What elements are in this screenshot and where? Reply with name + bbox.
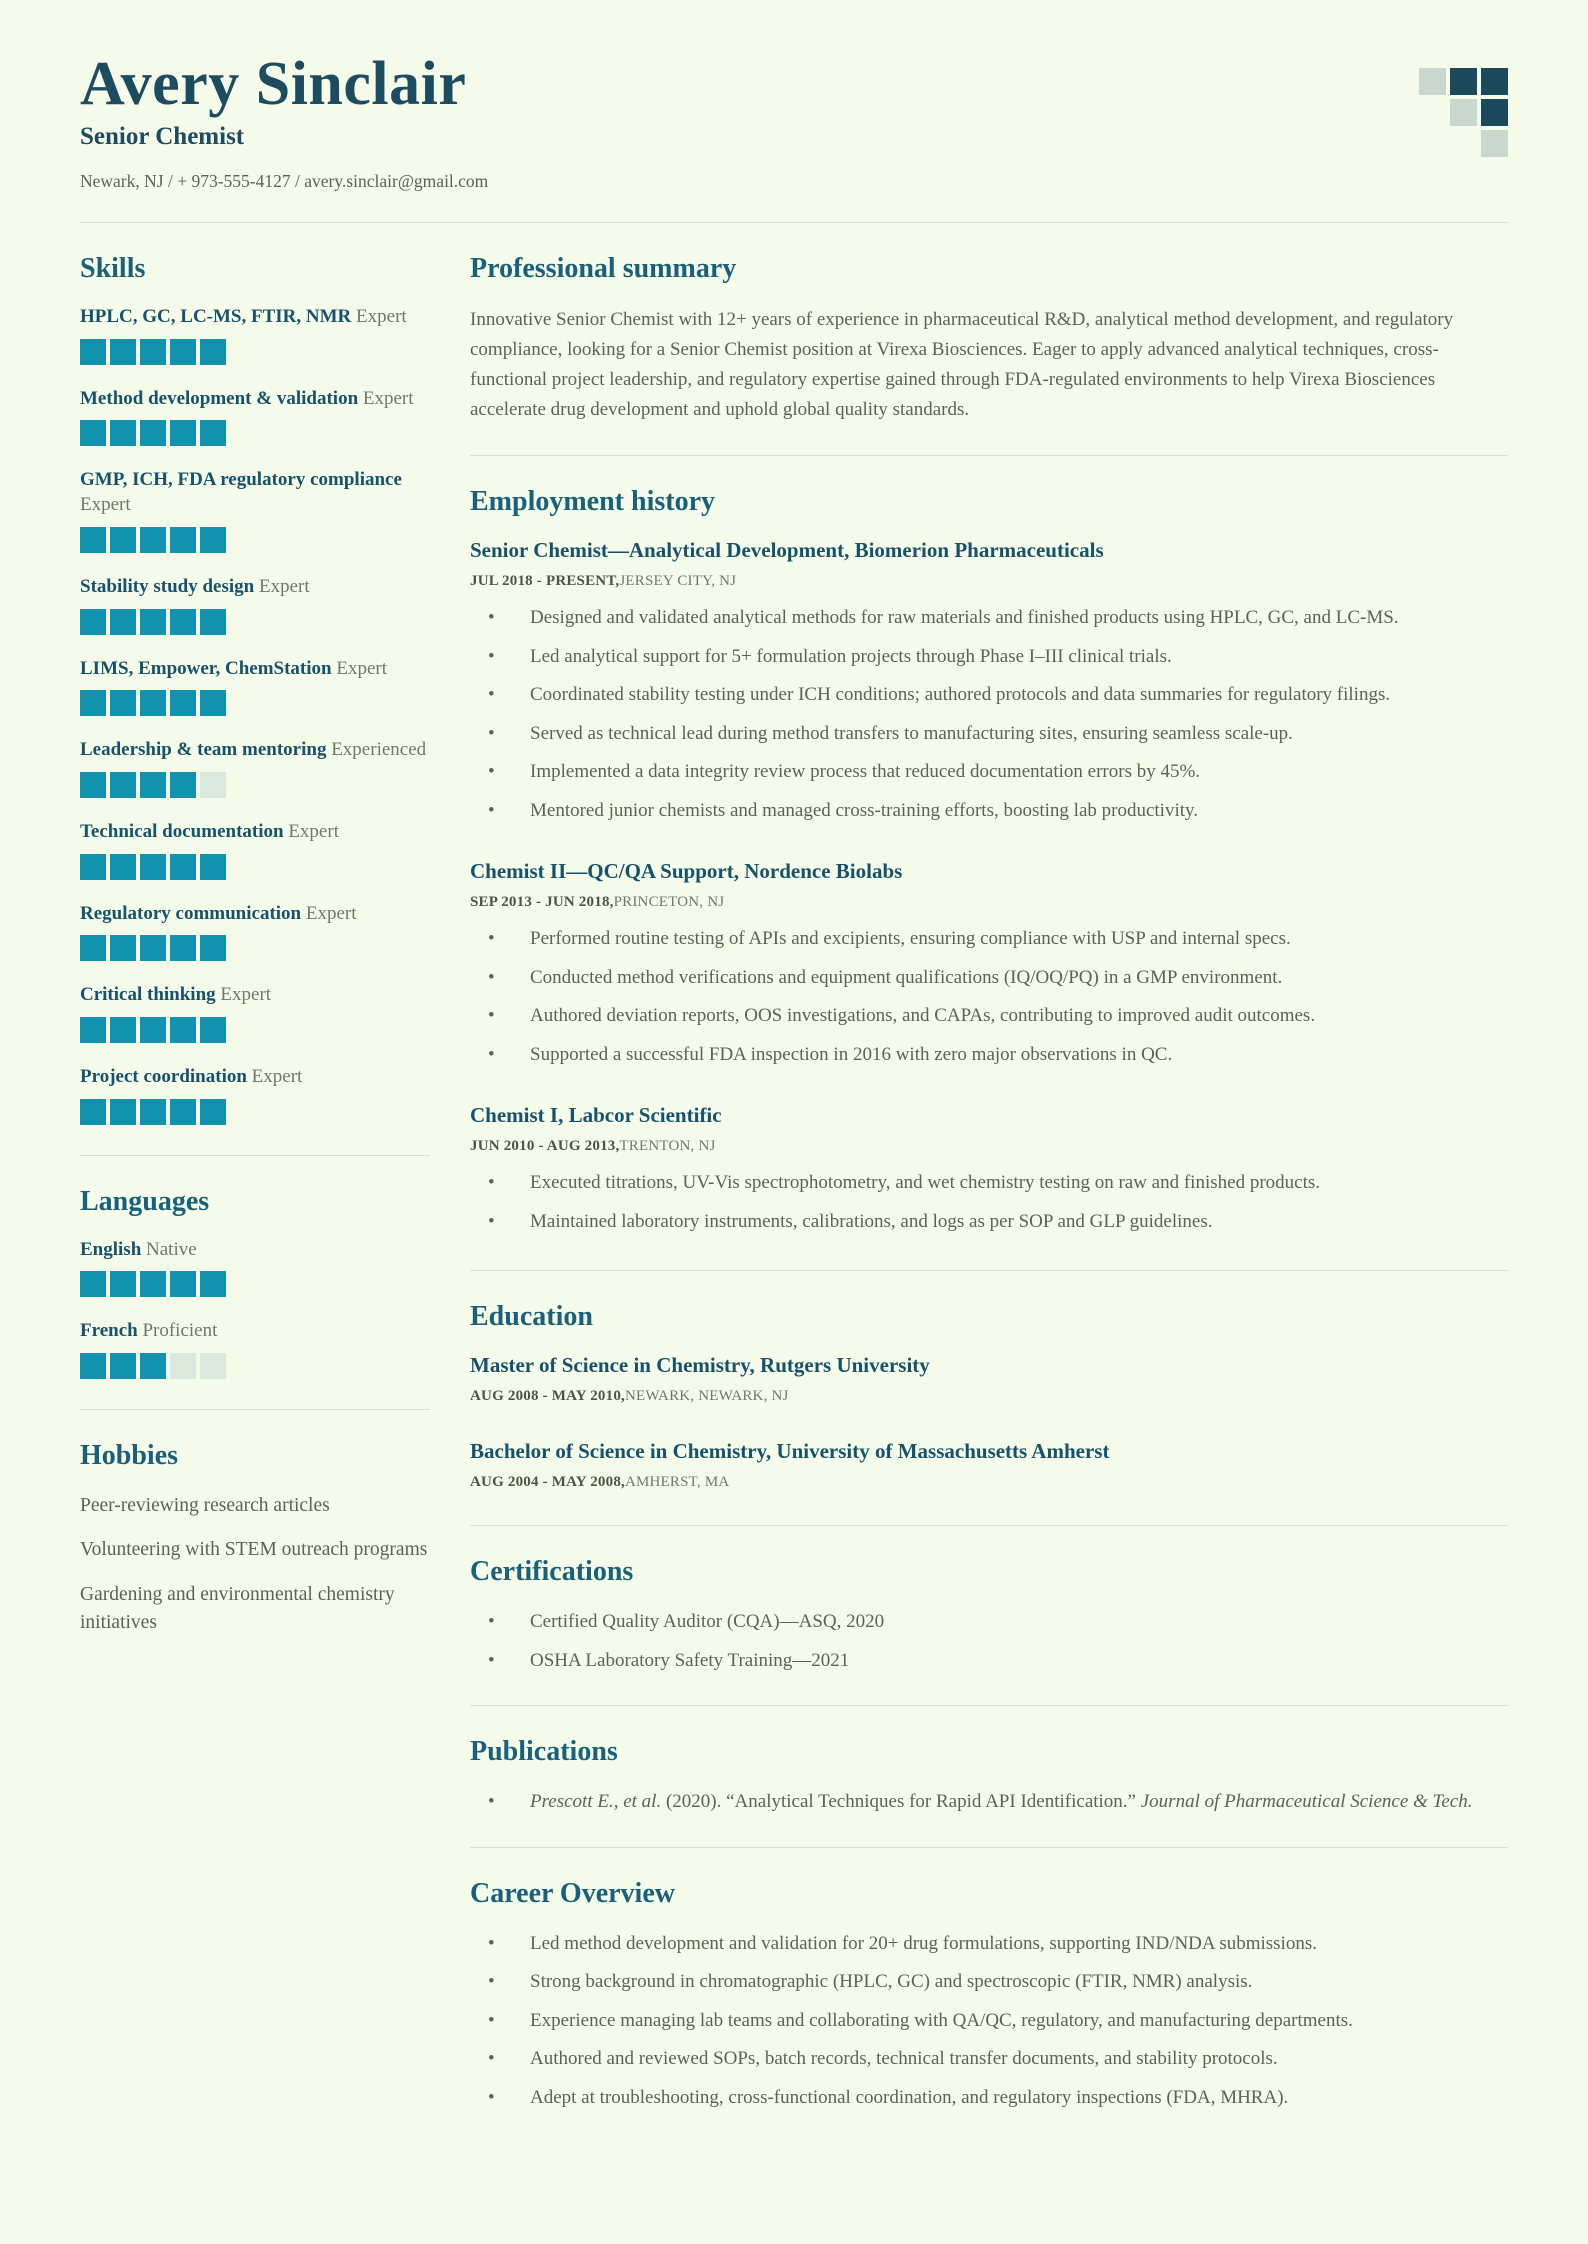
languages-list bbox=[80, 1238, 430, 1379]
publication-body: (2020). “Analytical Techniques for Rapid API Identification.” bbox=[661, 1791, 1141, 1813]
job-bullet: • Mentored junior chemists and managed cross-training efforts, boosting lab productivity. bbox=[470, 797, 1508, 826]
hobbies-list bbox=[80, 1492, 430, 1637]
skill-square-filled bbox=[170, 1271, 196, 1297]
skill-level: Expert bbox=[258, 575, 310, 597]
skill-name: LIMS, Empower, ChemStation bbox=[80, 657, 332, 679]
skill-item bbox=[80, 902, 430, 962]
skill-square-filled bbox=[170, 772, 196, 798]
logo-cell bbox=[1481, 68, 1508, 95]
skill-label bbox=[80, 387, 430, 412]
job-dates-line bbox=[470, 894, 1508, 911]
skill-square-filled bbox=[140, 1099, 166, 1125]
skill-item bbox=[80, 468, 430, 552]
skill-level-bar bbox=[80, 420, 430, 446]
language-level-bar bbox=[80, 1271, 430, 1297]
skill-level: Expert bbox=[80, 494, 131, 516]
hobby-item: Volunteering with STEM outreach programs bbox=[80, 1539, 428, 1561]
job-title: Senior Chemist—Analytical Development, Biomerion Pharmaceuticals bbox=[470, 538, 1104, 563]
language-name: English bbox=[80, 1238, 142, 1260]
publications-list bbox=[470, 1788, 1508, 1817]
skills-list bbox=[80, 305, 430, 1125]
skill-square-filled bbox=[110, 935, 136, 961]
logo-cell bbox=[1450, 130, 1477, 157]
degree-location: NEWARK, NEWARK, NJ bbox=[624, 1388, 789, 1405]
skill-square-filled bbox=[110, 772, 136, 798]
skill-name: Technical documentation bbox=[80, 820, 284, 842]
skill-square-filled bbox=[80, 1271, 106, 1297]
skill-name: Leadership & team mentoring bbox=[80, 739, 327, 761]
skill-square-filled bbox=[140, 1271, 166, 1297]
skill-square-filled bbox=[80, 935, 106, 961]
job-entry bbox=[470, 1103, 1508, 1236]
skill-level: Expert bbox=[220, 984, 272, 1006]
skill-square-filled bbox=[80, 420, 106, 446]
skill-square-filled bbox=[140, 1017, 166, 1043]
language-item bbox=[80, 1238, 430, 1298]
language-level: Native bbox=[146, 1238, 197, 1260]
person-job-title: Senior Chemist bbox=[80, 123, 245, 151]
publication-authors: Prescott E., et al. bbox=[530, 1791, 662, 1813]
skill-label bbox=[80, 575, 430, 600]
summary-text: Innovative Senior Chemist with 12+ years of experience in pharmaceutical R&D, analytical method development, and regulatory compliance, looking for a Senior Chemist position at Virexa Biosciences. Eager to apply advanced analytical techniques, cross-functional project leadership, and regulatory expertise gained through FDA-regulated environments to help Virexa Biosciences accelerate drug development and uphold global quality standards. bbox=[470, 309, 1454, 421]
skill-item bbox=[80, 387, 430, 447]
job-dates-line bbox=[470, 573, 1508, 590]
language-level: Proficient bbox=[142, 1320, 218, 1342]
skill-square-filled bbox=[140, 690, 166, 716]
certifications-section bbox=[470, 1556, 1508, 1675]
skill-name: Regulatory communication bbox=[80, 902, 302, 924]
career-bullet: • Adept at troubleshooting, cross-functional coordination, and regulatory inspections (FDA, MHRA). bbox=[470, 2084, 1508, 2113]
sidebar-divider bbox=[80, 1155, 430, 1156]
skill-item bbox=[80, 983, 430, 1043]
job-bullet: • Designed and validated analytical methods for raw materials and finished products using HPLC, GC, and LC-MS. bbox=[470, 604, 1508, 633]
skill-square-filled bbox=[110, 1099, 136, 1125]
skill-square-filled bbox=[80, 609, 106, 635]
skill-item bbox=[80, 305, 430, 365]
job-bullet: • Maintained laboratory instruments, calibrations, and logs as per SOP and GLP guidelines. bbox=[470, 1208, 1508, 1237]
skill-square-filled bbox=[200, 1271, 226, 1297]
sidebar bbox=[80, 223, 430, 2122]
skill-square-filled bbox=[80, 772, 106, 798]
skill-square-filled bbox=[140, 854, 166, 880]
skill-level-bar bbox=[80, 690, 430, 716]
skill-item bbox=[80, 575, 430, 635]
skill-square-filled bbox=[200, 854, 226, 880]
skill-label bbox=[80, 738, 430, 763]
job-location: TRENTON, NJ bbox=[619, 1138, 716, 1155]
hobbies-section bbox=[80, 1440, 430, 1637]
sidebar-divider bbox=[80, 1409, 430, 1410]
summary-section bbox=[470, 253, 1508, 425]
skill-level: Expert bbox=[305, 902, 357, 924]
job-location: PRINCETON, NJ bbox=[613, 894, 725, 911]
skill-square-filled bbox=[170, 1017, 196, 1043]
skills-section bbox=[80, 253, 430, 1125]
skill-square-filled bbox=[140, 420, 166, 446]
skill-square-filled bbox=[170, 609, 196, 635]
skill-square-filled bbox=[110, 1353, 136, 1379]
job-dates-line bbox=[470, 1138, 1508, 1155]
logo-cell bbox=[1450, 68, 1477, 95]
skill-level-bar bbox=[80, 339, 430, 365]
skill-level-bar bbox=[80, 854, 430, 880]
degree-dates-line bbox=[470, 1388, 1508, 1405]
career-overview-heading: Career Overview bbox=[470, 1877, 675, 1909]
skill-level-bar bbox=[80, 935, 430, 961]
skill-square-filled bbox=[170, 854, 196, 880]
job-bullets bbox=[470, 925, 1508, 1069]
job-dates: SEP 2013 - JUN 2018, bbox=[470, 894, 614, 911]
job-location: JERSEY CITY, NJ bbox=[619, 573, 737, 590]
skill-square-empty bbox=[200, 772, 226, 798]
header bbox=[80, 52, 1508, 192]
hobby-item: Gardening and environmental chemistry initiatives bbox=[80, 1583, 395, 1633]
degree-title: Bachelor of Science in Chemistry, University of Massachusetts Amherst bbox=[470, 1439, 1110, 1464]
degree-title: Master of Science in Chemistry, Rutgers University bbox=[470, 1353, 930, 1378]
skill-level-bar bbox=[80, 527, 430, 553]
skill-square-filled bbox=[80, 1099, 106, 1125]
skill-square-filled bbox=[200, 609, 226, 635]
logo-cell bbox=[1450, 99, 1477, 126]
skill-level-bar bbox=[80, 772, 430, 798]
skill-level-bar bbox=[80, 1017, 430, 1043]
skill-level: Expert bbox=[336, 657, 387, 679]
skill-item bbox=[80, 738, 430, 798]
hobbies-heading: Hobbies bbox=[80, 1440, 179, 1472]
skill-square-filled bbox=[110, 527, 136, 553]
skill-square-filled bbox=[170, 420, 196, 446]
skill-level-bar bbox=[80, 1099, 430, 1125]
skill-square-filled bbox=[110, 690, 136, 716]
degree-dates: AUG 2008 - MAY 2010, bbox=[470, 1388, 625, 1405]
resume-page bbox=[80, 52, 1508, 2122]
career-bullet: • Authored and reviewed SOPs, batch records, technical transfer documents, and stability protocols. bbox=[470, 2045, 1508, 2074]
job-bullet: • Executed titrations, UV-Vis spectrophotometry, and wet chemistry testing on raw and finished products. bbox=[470, 1169, 1508, 1198]
education-section bbox=[470, 1301, 1508, 1491]
publication-journal: Journal of Pharmaceutical Science & Tech. bbox=[1140, 1791, 1473, 1813]
logo-cell bbox=[1419, 68, 1446, 95]
hobby-item: Peer-reviewing research articles bbox=[80, 1495, 330, 1517]
skill-level: Expert bbox=[356, 306, 407, 328]
skill-item bbox=[80, 657, 430, 717]
skill-item bbox=[80, 1065, 430, 1125]
skill-label bbox=[80, 657, 430, 682]
job-entry bbox=[470, 538, 1508, 825]
main-column bbox=[470, 223, 1508, 2122]
job-bullet: • Led analytical support for 5+ formulation projects through Phase I–III clinical trials. bbox=[470, 643, 1508, 672]
degree-dates-line bbox=[470, 1474, 1508, 1491]
skill-square-filled bbox=[170, 935, 196, 961]
job-bullet: • Served as technical lead during method transfers to manufacturing sites, ensuring seamless scale-up. bbox=[470, 720, 1508, 749]
logo-cell bbox=[1419, 130, 1446, 157]
skill-square-filled bbox=[140, 609, 166, 635]
degrees-list bbox=[470, 1353, 1508, 1491]
skill-square-filled bbox=[80, 1353, 106, 1379]
summary-heading: Professional summary bbox=[470, 253, 737, 285]
skill-square-filled bbox=[80, 1017, 106, 1043]
skill-label bbox=[80, 983, 430, 1008]
jobs-list bbox=[470, 538, 1508, 1236]
job-bullet: • Supported a successful FDA inspection in 2016 with zero major observations in QC. bbox=[470, 1041, 1508, 1070]
degree-entry bbox=[470, 1353, 1508, 1405]
skill-name: Critical thinking bbox=[80, 984, 216, 1006]
languages-section bbox=[80, 1186, 430, 1379]
skill-square-filled bbox=[140, 1353, 166, 1379]
skill-level: Expert bbox=[362, 387, 414, 409]
career-overview-section bbox=[470, 1878, 1508, 2113]
career-bullet: • Experience managing lab teams and collaborating with QA/QC, regulatory, and manufacturing departments. bbox=[470, 2007, 1508, 2036]
job-bullet: • Coordinated stability testing under ICH conditions; authored protocols and data summaries for regulatory filings. bbox=[470, 681, 1508, 710]
skill-square-filled bbox=[200, 527, 226, 553]
skill-square-filled bbox=[80, 854, 106, 880]
job-bullet: • Authored deviation reports, OOS investigations, and CAPAs, contributing to improved audit outcomes. bbox=[470, 1002, 1508, 1031]
skill-square-filled bbox=[170, 339, 196, 365]
skill-square-filled bbox=[110, 339, 136, 365]
publications-heading: Publications bbox=[470, 1736, 618, 1768]
skill-square-filled bbox=[110, 1017, 136, 1043]
certification-item: • Certified Quality Auditor (CQA)—ASQ, 2020 bbox=[470, 1608, 1508, 1637]
skill-label bbox=[80, 305, 430, 330]
skill-square-filled bbox=[200, 339, 226, 365]
skill-name: Project coordination bbox=[80, 1065, 247, 1087]
section-divider bbox=[470, 1705, 1508, 1706]
section-divider bbox=[470, 1525, 1508, 1526]
skill-square-filled bbox=[140, 527, 166, 553]
section-divider bbox=[470, 1270, 1508, 1271]
degree-dates: AUG 2004 - MAY 2008, bbox=[470, 1474, 625, 1491]
skill-square-filled bbox=[140, 772, 166, 798]
skill-square-filled bbox=[170, 1099, 196, 1125]
skill-level: Expert bbox=[251, 1065, 303, 1087]
skill-square-empty bbox=[170, 1353, 196, 1379]
career-bullet: • Strong background in chromatographic (HPLC, GC) and spectroscopic (FTIR, NMR) analysis. bbox=[470, 1968, 1508, 1997]
skill-square-filled bbox=[80, 527, 106, 553]
education-heading: Education bbox=[470, 1301, 593, 1333]
skill-label bbox=[80, 468, 430, 517]
job-dates: JUL 2018 - PRESENT, bbox=[470, 573, 620, 590]
skill-level-bar bbox=[80, 609, 430, 635]
skill-label bbox=[80, 820, 430, 845]
skill-item bbox=[80, 820, 430, 880]
logo-cell bbox=[1419, 99, 1446, 126]
skill-square-filled bbox=[110, 1271, 136, 1297]
job-bullet: • Performed routine testing of APIs and excipients, ensuring compliance with USP and internal specs. bbox=[470, 925, 1508, 954]
skill-name: HPLC, GC, LC-MS, FTIR, NMR bbox=[80, 306, 352, 328]
skill-square-filled bbox=[110, 854, 136, 880]
job-bullet: • Implemented a data integrity review process that reduced documentation errors by 45%. bbox=[470, 758, 1508, 787]
content-columns bbox=[80, 223, 1508, 2122]
skill-name: Method development & validation bbox=[80, 387, 359, 409]
language-label bbox=[80, 1238, 430, 1263]
language-level-bar bbox=[80, 1353, 430, 1379]
language-name: French bbox=[80, 1320, 138, 1342]
logo-cell bbox=[1481, 130, 1508, 157]
language-label bbox=[80, 1319, 430, 1344]
certifications-heading: Certifications bbox=[470, 1556, 634, 1588]
job-bullets bbox=[470, 604, 1508, 825]
header-identity bbox=[80, 52, 488, 192]
job-bullet: • Conducted method verifications and equipment qualifications (IQ/OQ/PQ) in a GMP environment. bbox=[470, 964, 1508, 993]
job-dates: JUN 2010 - AUG 2013, bbox=[470, 1138, 620, 1155]
skill-square-filled bbox=[200, 935, 226, 961]
section-divider bbox=[470, 1847, 1508, 1848]
squares-logo bbox=[1419, 68, 1508, 157]
career-overview-list bbox=[470, 1930, 1508, 2113]
publication-item bbox=[470, 1788, 1508, 1817]
career-bullet: • Led method development and validation for 20+ drug formulations, supporting IND/NDA submissions. bbox=[470, 1930, 1508, 1959]
certification-item: • OSHA Laboratory Safety Training—2021 bbox=[470, 1647, 1508, 1676]
job-title: Chemist II—QC/QA Support, Nordence Biolabs bbox=[470, 859, 903, 884]
employment-heading: Employment history bbox=[470, 486, 715, 518]
language-item bbox=[80, 1319, 430, 1379]
skill-square-filled bbox=[200, 1099, 226, 1125]
skill-label bbox=[80, 1065, 430, 1090]
skill-square-empty bbox=[200, 1353, 226, 1379]
skill-name: Stability study design bbox=[80, 575, 255, 597]
skill-square-filled bbox=[110, 420, 136, 446]
skill-level: Expert bbox=[288, 820, 339, 842]
degree-entry bbox=[470, 1439, 1508, 1491]
skill-square-filled bbox=[200, 690, 226, 716]
skill-square-filled bbox=[170, 690, 196, 716]
languages-heading: Languages bbox=[80, 1185, 210, 1217]
skill-square-filled bbox=[110, 609, 136, 635]
contact-line: Newark, NJ / + 973-555-4127 / avery.sinclair@gmail.com bbox=[80, 171, 489, 192]
skill-square-filled bbox=[200, 1017, 226, 1043]
certifications-list bbox=[470, 1608, 1508, 1675]
publications-section bbox=[470, 1736, 1508, 1817]
skill-name: GMP, ICH, FDA regulatory compliance bbox=[80, 469, 402, 491]
section-divider bbox=[470, 455, 1508, 456]
skill-square-filled bbox=[140, 339, 166, 365]
degree-location: AMHERST, MA bbox=[624, 1474, 730, 1491]
skill-square-filled bbox=[170, 527, 196, 553]
skill-level: Experienced bbox=[331, 739, 427, 761]
skill-square-filled bbox=[80, 690, 106, 716]
skill-square-filled bbox=[140, 935, 166, 961]
job-entry bbox=[470, 859, 1508, 1069]
person-name: Avery Sinclair bbox=[80, 50, 467, 118]
skill-label bbox=[80, 902, 430, 927]
skills-heading: Skills bbox=[80, 253, 146, 285]
employment-section bbox=[470, 486, 1508, 1236]
skill-square-filled bbox=[200, 420, 226, 446]
job-title: Chemist I, Labcor Scientific bbox=[470, 1103, 722, 1128]
job-bullets bbox=[470, 1169, 1508, 1236]
logo-cell bbox=[1481, 99, 1508, 126]
skill-square-filled bbox=[80, 339, 106, 365]
